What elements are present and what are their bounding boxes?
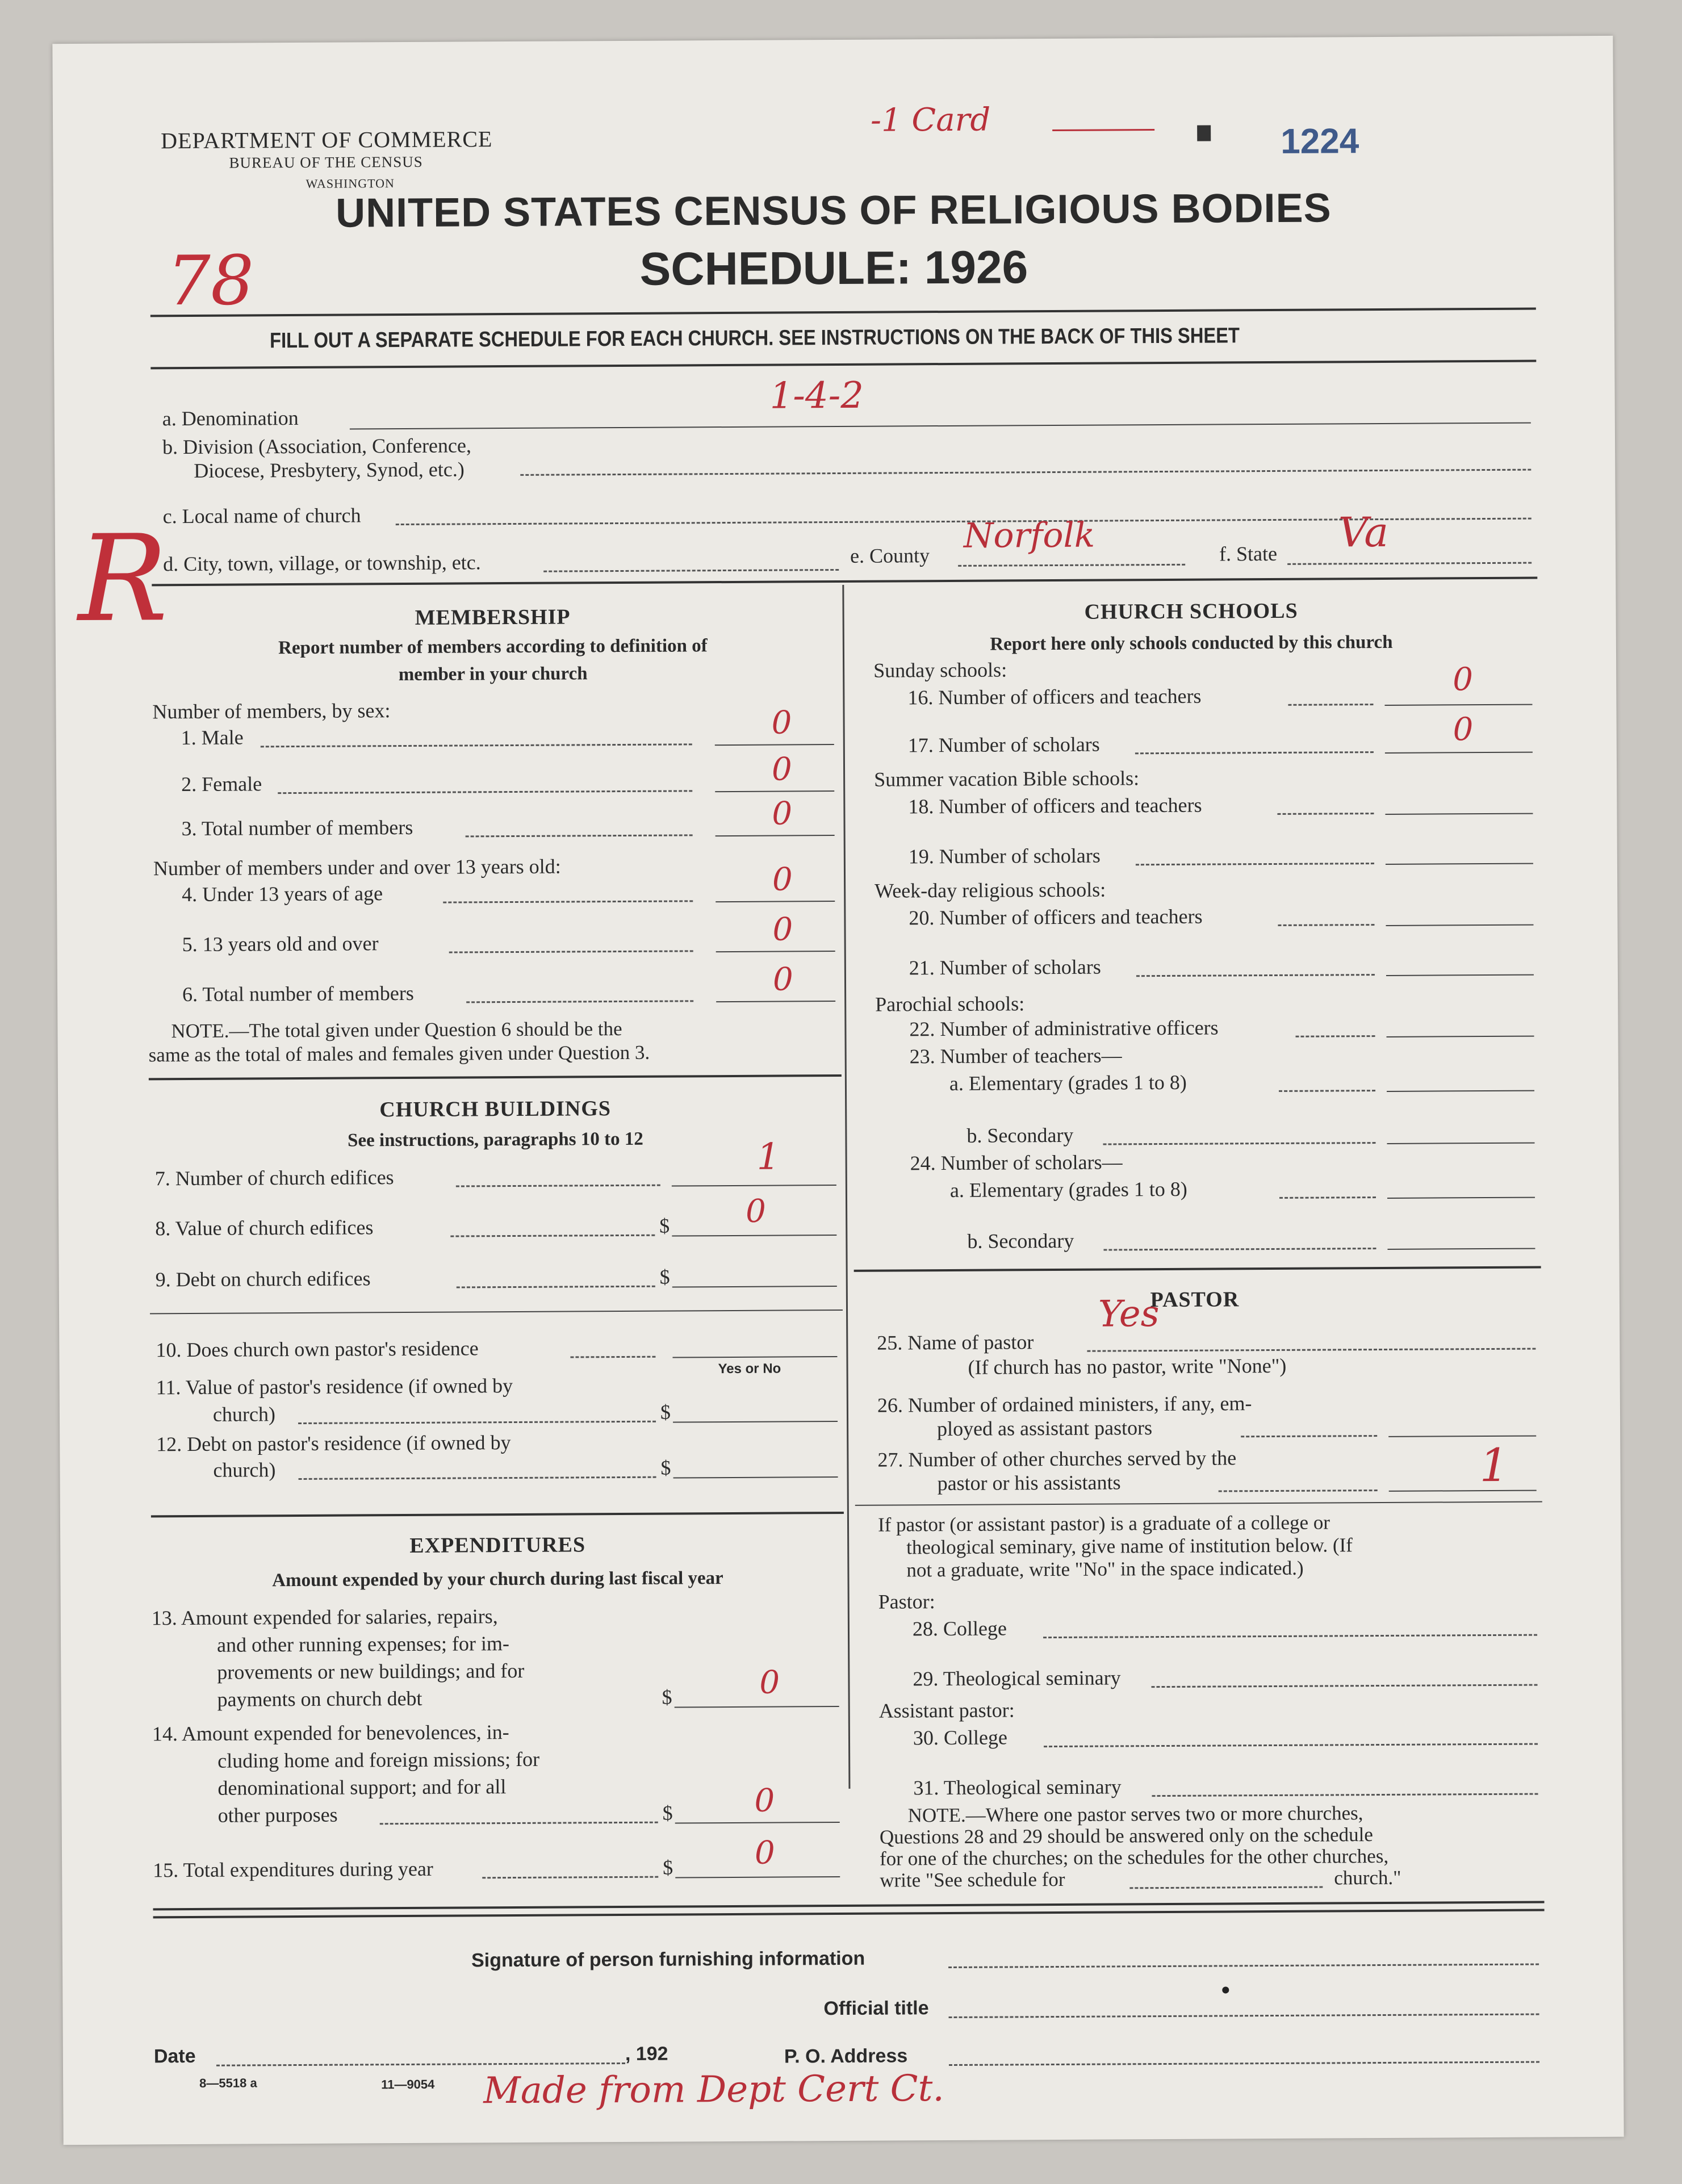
parochial-schools-label: Parochial schools: bbox=[875, 992, 1025, 1016]
q28-answer-line[interactable] bbox=[1043, 1634, 1537, 1639]
pastor-note-2: Questions 28 and 29 should be answered only on the schedule bbox=[879, 1823, 1373, 1848]
membership-subtitle-2: member in your church bbox=[398, 663, 588, 685]
members-by-sex-label: Number of members, by sex: bbox=[152, 699, 391, 723]
signature-line[interactable] bbox=[948, 1964, 1539, 1968]
q2-answer-line[interactable] bbox=[715, 790, 834, 792]
sunday-schools-label: Sunday schools: bbox=[873, 658, 1007, 682]
q8-leader bbox=[450, 1235, 655, 1237]
division-label-2: Diocese, Presbytery, Synod, etc.) bbox=[194, 458, 465, 482]
handwritten-number: 78 bbox=[167, 241, 254, 321]
schools-title: CHURCH SCHOOLS bbox=[1084, 599, 1298, 624]
q13-answer-line[interactable] bbox=[675, 1706, 839, 1708]
q21-leader bbox=[1136, 974, 1375, 977]
buildings-title: CHURCH BUILDINGS bbox=[379, 1097, 612, 1122]
pastor-note-1: NOTE.—Where one pastor serves two or more churches, bbox=[907, 1802, 1363, 1827]
q6-answer: 0 bbox=[772, 961, 793, 998]
q4-leader bbox=[443, 900, 693, 903]
q11-label-2: church) bbox=[212, 1403, 276, 1426]
q23a-label: a. Elementary (grades 1 to 8) bbox=[949, 1070, 1187, 1095]
department-label: DEPARTMENT OF COMMERCE bbox=[161, 126, 493, 154]
q3-answer: 0 bbox=[772, 795, 793, 832]
q10-yes-no-hint: Yes or No bbox=[718, 1361, 781, 1377]
q7-answer-line[interactable] bbox=[672, 1185, 836, 1187]
q15-answer-line[interactable] bbox=[675, 1876, 840, 1878]
q10-residence-label: 10. Does church own pastor's residence bbox=[156, 1337, 479, 1362]
bureau-label: BUREAU OF THE CENSUS bbox=[229, 153, 423, 171]
column-divider bbox=[842, 585, 850, 1789]
q24b-label: b. Secondary bbox=[967, 1229, 1074, 1253]
q20-answer-line[interactable] bbox=[1386, 924, 1533, 926]
q14-dollar: $ bbox=[662, 1801, 673, 1825]
instruction-banner: FILL OUT A SEPARATE SCHEDULE FOR EACH CHURCH. SEE INSTRUCTIONS ON THE BACK OF THIS SHEET bbox=[269, 324, 1240, 353]
summer-schools-label: Summer vacation Bible schools: bbox=[874, 767, 1140, 791]
q19-leader bbox=[1136, 863, 1374, 865]
buildings-rule bbox=[151, 1512, 844, 1517]
q31-label: 31. Theological seminary bbox=[913, 1775, 1122, 1800]
year-suffix: , 192 bbox=[625, 2043, 668, 2065]
q19-answer-line[interactable] bbox=[1386, 863, 1533, 865]
q8-answer: 0 bbox=[745, 1193, 766, 1230]
q2-answer: 0 bbox=[771, 751, 792, 788]
q17-answer-line[interactable] bbox=[1385, 752, 1533, 754]
q24a-leader bbox=[1279, 1196, 1376, 1199]
form-title: UNITED STATES CENSUS OF RELIGIOUS BODIES bbox=[335, 185, 1332, 236]
q12-dollar: $ bbox=[660, 1456, 671, 1479]
handwritten-letter: R bbox=[77, 509, 169, 648]
q15-dollar: $ bbox=[663, 1856, 673, 1879]
q23b-leader bbox=[1103, 1142, 1375, 1145]
q15-label: 15. Total expenditures during year bbox=[153, 1857, 433, 1882]
q23b-answer-line[interactable] bbox=[1387, 1143, 1535, 1144]
q14-leader bbox=[380, 1822, 658, 1825]
q22-label: 22. Number of administrative officers bbox=[909, 1016, 1219, 1041]
division-label-1: b. Division (Association, Conference, bbox=[162, 434, 472, 459]
q19-label: 19. Number of scholars bbox=[908, 844, 1101, 868]
q30-label: 30. College bbox=[913, 1726, 1008, 1750]
q2-leader bbox=[278, 790, 692, 794]
q10-answer-line[interactable] bbox=[672, 1356, 837, 1358]
q1-leader bbox=[261, 743, 692, 747]
q23a-leader bbox=[1279, 1090, 1375, 1092]
graduate-instruction-3: not a graduate, write "No" in the space indicated.) bbox=[906, 1557, 1304, 1581]
q15-answer: 0 bbox=[754, 1834, 775, 1872]
membership-subtitle-1: Report number of members according to definition of bbox=[278, 635, 708, 659]
membership-note-2: same as the total of males and females given under Question 3. bbox=[148, 1041, 650, 1066]
q18-label: 18. Number of officers and teachers bbox=[908, 793, 1202, 818]
pastor-sublabel: Pastor: bbox=[878, 1590, 935, 1613]
graduate-instruction-2: theological seminary, give name of institution below. (If bbox=[906, 1534, 1353, 1559]
q27-label-1: 27. Number of other churches served by the bbox=[877, 1446, 1237, 1471]
q11-dollar: $ bbox=[660, 1400, 671, 1424]
po-address-line[interactable] bbox=[949, 2061, 1539, 2066]
q25-answer-line[interactable] bbox=[1087, 1348, 1535, 1352]
form-number: 8—5518 a bbox=[199, 2076, 257, 2090]
q16-answer: 0 bbox=[1453, 661, 1474, 698]
q16-answer-line[interactable] bbox=[1384, 704, 1532, 706]
pastor-note-4: write "See schedule for bbox=[880, 1868, 1065, 1892]
q1-answer: 0 bbox=[771, 704, 792, 742]
q17-leader bbox=[1135, 751, 1374, 754]
date-line[interactable] bbox=[216, 2062, 625, 2066]
q3-leader bbox=[466, 834, 693, 837]
q9-debt-label: 9. Debt on church edifices bbox=[155, 1267, 371, 1291]
q6-leader bbox=[466, 1000, 693, 1003]
membership-title: MEMBERSHIP bbox=[415, 605, 571, 630]
q12-answer-line[interactable] bbox=[673, 1476, 838, 1479]
q8-value-label: 8. Value of church edifices bbox=[155, 1216, 374, 1240]
q1-male-label: 1. Male bbox=[181, 726, 244, 750]
county-value: Norfolk bbox=[963, 515, 1095, 556]
membership-note-1: NOTE.—The total given under Question 6 should be the bbox=[171, 1017, 622, 1043]
q11-label-1: 11. Value of pastor's residence (if owned by bbox=[156, 1374, 513, 1399]
q5-13over-label: 5. 13 years old and over bbox=[182, 932, 379, 956]
city-town-label: d. City, town, village, or township, etc. bbox=[163, 551, 481, 576]
q11-answer-line[interactable] bbox=[673, 1421, 838, 1423]
print-number: 11—9054 bbox=[381, 2077, 435, 2092]
q14-label-2: cluding home and foreign missions; for bbox=[217, 1747, 540, 1772]
q24a-answer-line[interactable] bbox=[1387, 1197, 1535, 1199]
local-name-label: c. Local name of church bbox=[162, 504, 361, 528]
q8-answer-line[interactable] bbox=[672, 1235, 836, 1237]
ident-rule bbox=[152, 577, 1537, 587]
q7-answer: 1 bbox=[756, 1136, 780, 1178]
signature-label: Signature of person furnishing information bbox=[471, 1947, 865, 1972]
q16-label: 16. Number of officers and teachers bbox=[907, 684, 1202, 709]
q20-leader bbox=[1278, 924, 1374, 926]
q6-answer-line[interactable] bbox=[716, 1001, 835, 1002]
header-rule-top bbox=[150, 308, 1536, 317]
denomination-line[interactable] bbox=[350, 422, 1531, 430]
q21-label: 21. Number of scholars bbox=[909, 955, 1101, 980]
pastor-note-3: for one of the churches; on the schedules for the other churches, bbox=[879, 1844, 1389, 1870]
q9-dollar: $ bbox=[659, 1265, 670, 1288]
q14-label-4: other purposes bbox=[217, 1803, 338, 1827]
q29-label: 29. Theological seminary bbox=[913, 1666, 1121, 1691]
q28-label: 28. College bbox=[912, 1617, 1007, 1641]
county-line[interactable] bbox=[958, 564, 1185, 567]
q6-total-label: 6. Total number of members bbox=[182, 981, 414, 1006]
handwritten-footer-note: Made from Dept Cert Ct. bbox=[483, 2068, 944, 2112]
q8-dollar: $ bbox=[659, 1214, 670, 1237]
q15-leader bbox=[482, 1876, 658, 1879]
q26-leader bbox=[1241, 1435, 1377, 1437]
q13-label-4: payments on church debt bbox=[217, 1687, 422, 1711]
expenditures-subtitle: Amount expended by your church during last fiscal year bbox=[272, 1568, 723, 1591]
q27-label-2: pastor or his assistants bbox=[937, 1471, 1121, 1495]
q22-answer-line[interactable] bbox=[1387, 1036, 1534, 1037]
q13-dollar: $ bbox=[662, 1685, 672, 1709]
q29-answer-line[interactable] bbox=[1152, 1684, 1538, 1688]
q31-answer-line[interactable] bbox=[1152, 1793, 1538, 1797]
q12-leader bbox=[299, 1476, 656, 1480]
q24-label: 24. Number of scholars— bbox=[910, 1150, 1123, 1175]
q4-answer: 0 bbox=[772, 861, 793, 898]
q26-answer-line[interactable] bbox=[1388, 1436, 1536, 1437]
graduate-instruction-1: If pastor (or assistant pastor) is a graduate of a college or bbox=[877, 1511, 1330, 1536]
footer-rule-2 bbox=[153, 1909, 1545, 1919]
q13-label-3: provements or new buildings; and for bbox=[217, 1659, 525, 1684]
form-schedule: SCHEDULE: 1926 bbox=[639, 241, 1028, 295]
official-title-label: Official title bbox=[823, 1997, 929, 2020]
q14-label-3: denominational support; and for all bbox=[217, 1775, 507, 1800]
q5-leader bbox=[449, 950, 693, 953]
membership-rule bbox=[149, 1074, 842, 1080]
assistant-sublabel: Assistant pastor: bbox=[878, 1698, 1015, 1722]
footer-rule-1 bbox=[153, 1901, 1545, 1911]
stamp-number: 1224 bbox=[1281, 122, 1359, 161]
q17-label: 17. Number of scholars bbox=[907, 733, 1100, 757]
q16-leader bbox=[1288, 704, 1373, 706]
q27-answer-line[interactable] bbox=[1389, 1490, 1537, 1492]
q4-under13-label: 4. Under 13 years of age bbox=[182, 882, 383, 906]
census-form-sheet bbox=[52, 36, 1624, 2145]
q25-label: 25. Name of pastor bbox=[877, 1331, 1034, 1354]
header-rule-bottom bbox=[150, 360, 1536, 370]
q24b-leader bbox=[1103, 1248, 1376, 1251]
q17-answer: 0 bbox=[1453, 711, 1474, 748]
denomination-value: 1-4-2 bbox=[769, 374, 864, 417]
q22-leader bbox=[1296, 1035, 1375, 1037]
city-label: WASHINGTON bbox=[306, 176, 395, 191]
q11-leader bbox=[298, 1421, 656, 1424]
q5-answer-line[interactable] bbox=[716, 951, 835, 952]
q25-answer: Yes bbox=[1098, 1293, 1160, 1336]
q9-answer-line[interactable] bbox=[672, 1286, 837, 1288]
schools-rule bbox=[854, 1266, 1541, 1272]
pastor-title: PASTOR bbox=[1150, 1287, 1240, 1312]
expenditures-title: EXPENDITURES bbox=[409, 1533, 586, 1558]
pastor-note-5: church." bbox=[1334, 1866, 1401, 1889]
buildings-subrule bbox=[150, 1309, 843, 1314]
q30-answer-line[interactable] bbox=[1044, 1743, 1538, 1748]
date-label: Date bbox=[153, 2045, 196, 2068]
q9-leader bbox=[457, 1286, 655, 1288]
pastor-subrule bbox=[855, 1501, 1542, 1506]
q10-leader bbox=[570, 1356, 655, 1358]
q23a-answer-line[interactable] bbox=[1387, 1090, 1534, 1092]
q7-leader bbox=[456, 1185, 660, 1187]
official-title-line[interactable] bbox=[949, 2014, 1539, 2018]
state-value: Va bbox=[1338, 508, 1389, 557]
q3-answer-line[interactable] bbox=[716, 835, 835, 836]
q18-leader bbox=[1277, 813, 1374, 815]
q25-note: (If church has no pastor, write "None") bbox=[968, 1354, 1287, 1379]
q14-answer: 0 bbox=[754, 1782, 775, 1819]
q23-label: 23. Number of teachers— bbox=[909, 1044, 1122, 1068]
ink-dot bbox=[1222, 1986, 1229, 1993]
q4-answer-line[interactable] bbox=[716, 901, 835, 902]
q27-answer: 1 bbox=[1479, 1438, 1509, 1492]
ink-mark bbox=[1197, 125, 1211, 141]
q24a-label: a. Elementary (grades 1 to 8) bbox=[949, 1177, 1187, 1202]
po-address-label: P. O. Address bbox=[784, 2045, 908, 2068]
q21-answer-line[interactable] bbox=[1386, 974, 1534, 976]
state-line[interactable] bbox=[1287, 562, 1532, 565]
members-by-age-label: Number of members under and over 13 years old: bbox=[153, 855, 561, 880]
buildings-subtitle: See instructions, paragraphs 10 to 12 bbox=[348, 1128, 643, 1151]
q26-label-1: 26. Number of ordained ministers, if any, em- bbox=[877, 1392, 1252, 1417]
q2-female-label: 2. Female bbox=[181, 772, 262, 796]
q13-label-2: and other running expenses; for im- bbox=[216, 1632, 510, 1656]
county-label: e. County bbox=[850, 544, 930, 567]
q12-label-2: church) bbox=[213, 1458, 276, 1482]
q5-answer: 0 bbox=[772, 911, 793, 948]
q20-label: 20. Number of officers and teachers bbox=[909, 905, 1203, 930]
q14-label-1: 14. Amount expended for benevolences, in- bbox=[152, 1721, 509, 1746]
q24b-answer-line[interactable] bbox=[1387, 1248, 1535, 1250]
q14-answer-line[interactable] bbox=[675, 1822, 840, 1824]
q13-answer: 0 bbox=[759, 1664, 780, 1701]
weekday-schools-label: Week-day religious schools: bbox=[875, 878, 1106, 902]
q27-leader bbox=[1219, 1490, 1378, 1492]
q18-answer-line[interactable] bbox=[1385, 813, 1533, 815]
division-line[interactable] bbox=[520, 469, 1531, 476]
denomination-label: a. Denomination bbox=[162, 406, 299, 430]
schools-subtitle: Report here only schools conducted by this church bbox=[990, 631, 1393, 655]
q1-answer-line[interactable] bbox=[715, 744, 834, 746]
q23b-label: b. Secondary bbox=[966, 1123, 1074, 1147]
q12-label-1: 12. Debt on pastor's residence (if owned by bbox=[156, 1431, 511, 1456]
q13-label-1: 13. Amount expended for salaries, repairs, bbox=[151, 1605, 498, 1630]
state-label: f. State bbox=[1219, 542, 1278, 566]
city-town-line[interactable] bbox=[543, 569, 839, 572]
card-note-underline bbox=[1052, 129, 1154, 131]
q7-edifices-label: 7. Number of church edifices bbox=[154, 1166, 394, 1190]
handwritten-card-note: -1 Card bbox=[870, 101, 991, 139]
q3-total-label: 3. Total number of members bbox=[181, 815, 413, 840]
pastor-note-church-line[interactable] bbox=[1129, 1886, 1323, 1889]
q26-label-2: ployed as assistant pastors bbox=[937, 1416, 1153, 1441]
